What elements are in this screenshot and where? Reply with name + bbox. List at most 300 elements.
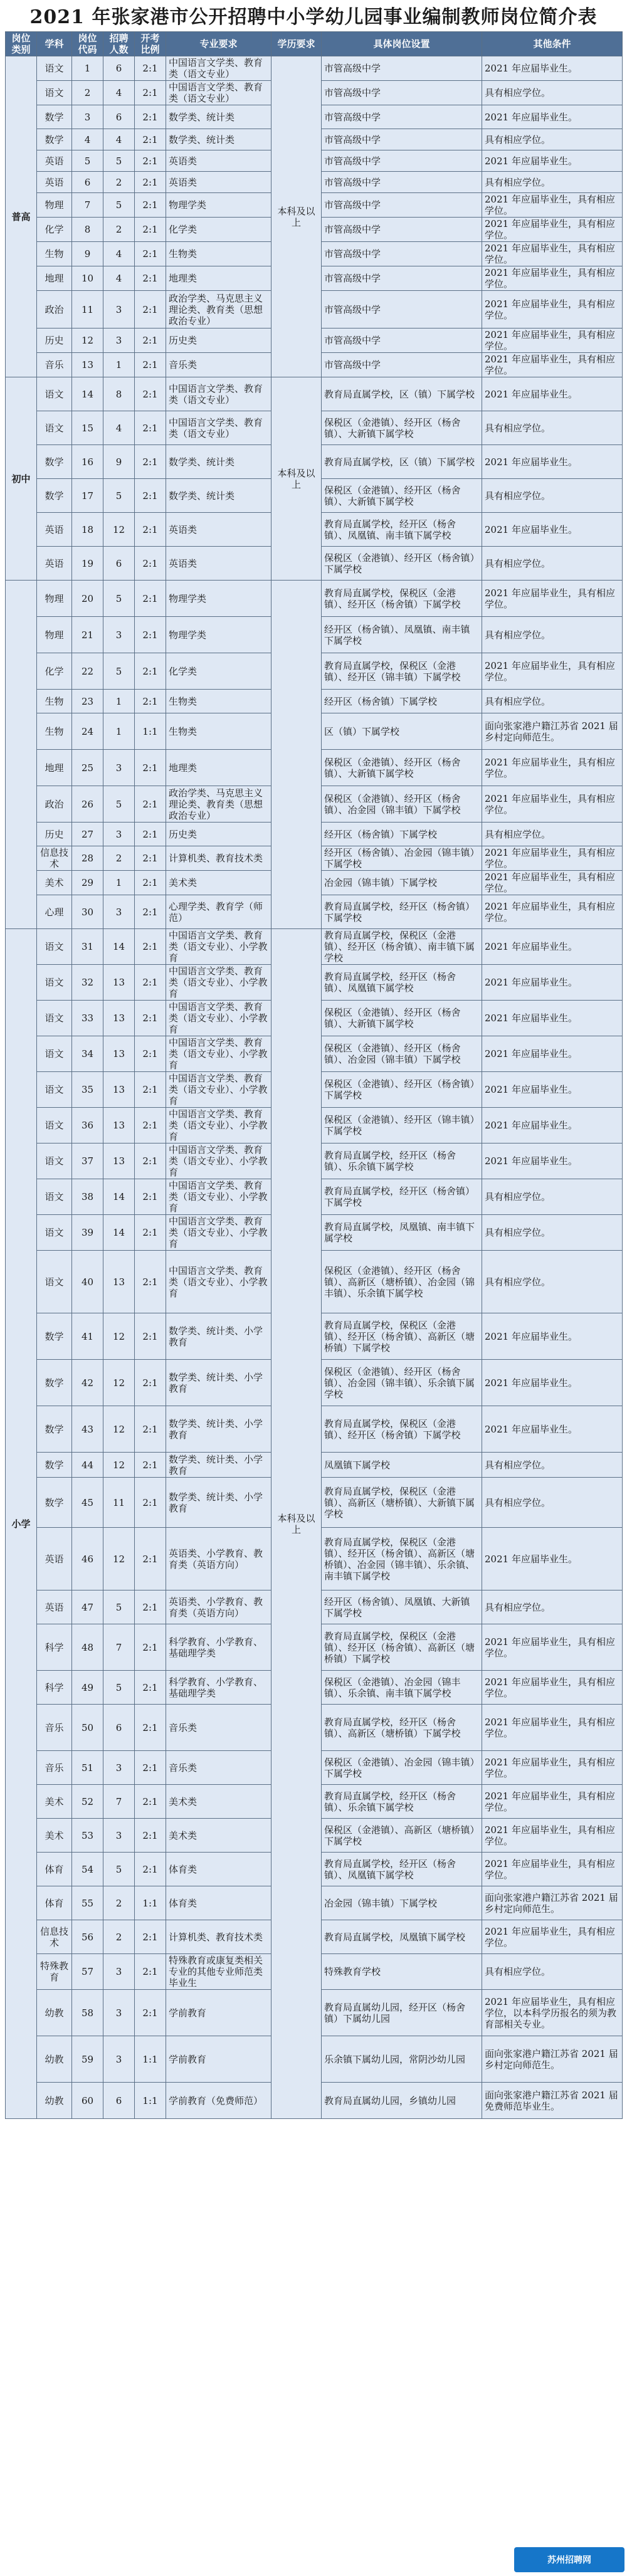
- code-cell: 11: [72, 291, 103, 329]
- code-cell: 6: [72, 172, 103, 193]
- post-cell: 市管高级中学: [322, 353, 482, 377]
- ratio-cell: 2:1: [135, 1179, 166, 1215]
- post-cell: 教育局直属学校，经开区（杨舍镇）、高新区（塘桥镇）下属学校: [322, 1705, 482, 1751]
- major-cell: 计算机类、教育技术类: [166, 846, 271, 871]
- ratio-cell: 2:1: [135, 242, 166, 266]
- major-cell: 美术类: [166, 1785, 271, 1819]
- major-cell: 音乐类: [166, 353, 271, 377]
- count-cell: 5: [103, 653, 135, 690]
- post-cell: 教育局直属学校，保税区（金港镇）、经开区（杨舍镇）下属学校: [322, 581, 482, 617]
- other-cell: 2021 年应届毕业生。: [482, 377, 623, 411]
- code-cell: 44: [72, 1453, 103, 1478]
- subject-cell: 物理: [37, 193, 72, 218]
- subject-cell: 英语: [37, 1590, 72, 1624]
- other-cell: 2021 年应届毕业生，具有相应学位。: [482, 329, 623, 353]
- code-cell: 14: [72, 377, 103, 411]
- count-cell: 3: [103, 1990, 135, 2036]
- ratio-cell: 2:1: [135, 690, 166, 713]
- major-cell: 地理类: [166, 266, 271, 291]
- post-cell: 市管高级中学: [322, 129, 482, 150]
- ratio-cell: 2:1: [135, 1954, 166, 1990]
- major-cell: 地理类: [166, 750, 271, 786]
- code-cell: 34: [72, 1036, 103, 1072]
- count-cell: 5: [103, 786, 135, 823]
- post-cell: 教育局直属幼儿园，乡镇幼儿园: [322, 2083, 482, 2119]
- ratio-cell: 2:1: [135, 329, 166, 353]
- subject-cell: 数学: [37, 1453, 72, 1478]
- post-cell: 教育局直属学校，保税区（金港镇）、经开区（杨舍镇）、高新区（塘桥镇）下属学校: [322, 1313, 482, 1360]
- ratio-cell: 2:1: [135, 750, 166, 786]
- other-cell: 2021 年应届毕业生，具有相应学位。: [482, 1624, 623, 1671]
- major-cell: 学前教育（免费师范）: [166, 2083, 271, 2119]
- post-cell: 经开区（杨舍镇）、凤凰镇、南丰镇下属学校: [322, 617, 482, 653]
- count-cell: 6: [103, 56, 135, 81]
- post-cell: 保税区（金港镇）、经开区（锦丰镇）下属学校: [322, 1108, 482, 1143]
- other-cell: 2021 年应届毕业生，具有相应学位。: [482, 653, 623, 690]
- other-cell: 面向张家港户籍江苏省 2021 届乡村定向师范生。: [482, 713, 623, 750]
- code-cell: 60: [72, 2083, 103, 2119]
- post-cell: 教育局直属学校，经开区（杨舍镇）、凤凰镇下属学校: [322, 965, 482, 1001]
- other-cell: 2021 年应届毕业生。: [482, 1313, 623, 1360]
- post-cell: 保税区（金港镇）、经开区（杨舍镇）、大新镇下属学校: [322, 479, 482, 513]
- major-cell: 英语类: [166, 150, 271, 172]
- count-cell: 12: [103, 513, 135, 547]
- count-cell: 5: [103, 150, 135, 172]
- major-cell: 历史类: [166, 823, 271, 846]
- post-cell: 市管高级中学: [322, 329, 482, 353]
- subject-cell: 地理: [37, 266, 72, 291]
- other-cell: 2021 年应届毕业生，具有相应学位。: [482, 193, 623, 218]
- post-cell: 市管高级中学: [322, 150, 482, 172]
- count-cell: 1: [103, 713, 135, 750]
- major-cell: 中国语言文学类、教育类（语文专业）、小学教育: [166, 1108, 271, 1143]
- header-cell: 学历要求: [271, 32, 322, 56]
- code-cell: 55: [72, 1886, 103, 1920]
- other-cell: 2021 年应届毕业生。: [482, 1072, 623, 1108]
- count-cell: 6: [103, 105, 135, 129]
- subject-cell: 幼教: [37, 1990, 72, 2036]
- count-cell: 12: [103, 1313, 135, 1360]
- code-cell: 45: [72, 1478, 103, 1528]
- post-cell: 市管高级中学: [322, 242, 482, 266]
- ratio-cell: 2:1: [135, 172, 166, 193]
- count-cell: 2: [103, 218, 135, 242]
- subject-cell: 信息技术: [37, 846, 72, 871]
- other-cell: 2021 年应届毕业生，具有相应学位。: [482, 1705, 623, 1751]
- post-cell: 经开区（杨舍镇）下属学校: [322, 690, 482, 713]
- other-cell: 2021 年应届毕业生，具有相应学位。: [482, 218, 623, 242]
- count-cell: 6: [103, 1705, 135, 1751]
- code-cell: 59: [72, 2036, 103, 2083]
- major-cell: 生物类: [166, 242, 271, 266]
- other-cell: 2021 年应届毕业生。: [482, 965, 623, 1001]
- watermark-text: 苏州招聘网: [547, 2555, 591, 2565]
- count-cell: 1: [103, 353, 135, 377]
- other-cell: 2021 年应届毕业生，具有相应学位。: [482, 1671, 623, 1705]
- post-cell: 冶金园（锦丰镇）下属学校: [322, 1886, 482, 1920]
- ratio-cell: 2:1: [135, 291, 166, 329]
- count-cell: 4: [103, 411, 135, 445]
- subject-cell: 语文: [37, 1143, 72, 1179]
- count-cell: 3: [103, 823, 135, 846]
- ratio-cell: 2:1: [135, 1785, 166, 1819]
- count-cell: 3: [103, 1954, 135, 1990]
- other-cell: 2021 年应届毕业生，具有相应学位。: [482, 1853, 623, 1886]
- other-cell: 具有相应学位。: [482, 617, 623, 653]
- other-cell: 具有相应学位。: [482, 1590, 623, 1624]
- major-cell: 物理学类: [166, 617, 271, 653]
- major-cell: 英语类: [166, 513, 271, 547]
- header-cell: 其他条件: [482, 32, 623, 56]
- post-cell: 教育局直属学校，经开区（杨舍镇）下属学校: [322, 1179, 482, 1215]
- post-cell: 教育局直属学校，区（镇）下属学校: [322, 377, 482, 411]
- post-cell: 保税区（金港镇）、经开区（杨舍镇）、冶金园（锦丰镇）、乐余镇下属学校: [322, 1360, 482, 1406]
- code-cell: 30: [72, 895, 103, 929]
- subject-cell: 幼教: [37, 2083, 72, 2119]
- post-cell: 保税区（金港镇）、高新区（塘桥镇）下属学校: [322, 1819, 482, 1853]
- subject-cell: 音乐: [37, 1705, 72, 1751]
- table-row: [6, 56, 623, 81]
- major-cell: 美术类: [166, 871, 271, 895]
- code-cell: 22: [72, 653, 103, 690]
- subject-cell: 政治: [37, 786, 72, 823]
- count-cell: 8: [103, 377, 135, 411]
- post-cell: 教育局直属学校，经开区（杨舍镇）、乐余镇下属学校: [322, 1143, 482, 1179]
- subject-cell: 语文: [37, 1251, 72, 1313]
- code-cell: 37: [72, 1143, 103, 1179]
- subject-cell: 化学: [37, 653, 72, 690]
- post-cell: 凤凰镇下属学校: [322, 1453, 482, 1478]
- count-cell: 4: [103, 242, 135, 266]
- major-cell: 学前教育: [166, 2036, 271, 2083]
- subject-cell: 音乐: [37, 353, 72, 377]
- count-cell: 14: [103, 1215, 135, 1251]
- table-row: [6, 377, 623, 411]
- ratio-cell: 2:1: [135, 653, 166, 690]
- major-cell: 数学类、统计类: [166, 129, 271, 150]
- major-cell: 心理学类、教育学（师范）: [166, 895, 271, 929]
- ratio-cell: 2:1: [135, 56, 166, 81]
- other-cell: 2021 年应届毕业生。: [482, 513, 623, 547]
- other-cell: 2021 年应届毕业生。: [482, 150, 623, 172]
- other-cell: 2021 年应届毕业生。: [482, 445, 623, 479]
- header-cell: 岗位类别: [6, 32, 37, 56]
- subject-cell: 美术: [37, 1785, 72, 1819]
- other-cell: 具有相应学位。: [482, 411, 623, 445]
- code-cell: 20: [72, 581, 103, 617]
- subject-cell: 英语: [37, 513, 72, 547]
- other-cell: 面向张家港户籍江苏省 2021 届免费师范毕业生。: [482, 2083, 623, 2119]
- subject-cell: 数学: [37, 1313, 72, 1360]
- post-cell: 保税区（金港镇）、经开区（杨舍镇）、大新镇下属学校: [322, 411, 482, 445]
- count-cell: 4: [103, 129, 135, 150]
- major-cell: 数学类、统计类: [166, 445, 271, 479]
- subject-cell: 物理: [37, 581, 72, 617]
- ratio-cell: 2:1: [135, 1705, 166, 1751]
- category-cell: [6, 581, 37, 929]
- post-cell: 市管高级中学: [322, 291, 482, 329]
- major-cell: 中国语言文学类、教育类（语文专业）、小学教育: [166, 1215, 271, 1251]
- major-cell: 特殊教育或康复类相关专业的其他专业师范类毕业生: [166, 1954, 271, 1990]
- post-cell: 保税区（金港镇）、经开区（杨舍镇）、冶金园（锦丰镇）下属学校: [322, 786, 482, 823]
- ratio-cell: 2:1: [135, 129, 166, 150]
- ratio-cell: 2:1: [135, 965, 166, 1001]
- code-cell: 39: [72, 1215, 103, 1251]
- ratio-cell: 2:1: [135, 1853, 166, 1886]
- ratio-cell: 2:1: [135, 1072, 166, 1108]
- major-cell: 历史类: [166, 329, 271, 353]
- ratio-cell: 2:1: [135, 1751, 166, 1785]
- count-cell: 2: [103, 1920, 135, 1954]
- post-cell: 教育局直属学校，经开区（杨舍镇）下属学校: [322, 895, 482, 929]
- ratio-cell: 2:1: [135, 1590, 166, 1624]
- header-cell: 学科: [37, 32, 72, 56]
- ratio-cell: 2:1: [135, 1143, 166, 1179]
- other-cell: 2021 年应届毕业生，具有相应学位。: [482, 353, 623, 377]
- other-cell: 2021 年应届毕业生。: [482, 56, 623, 81]
- code-cell: 38: [72, 1179, 103, 1215]
- other-cell: 具有相应学位。: [482, 1215, 623, 1251]
- post-cell: 保税区（金港镇）、冶金园（锦丰镇）、乐余镇、南丰镇下属学校: [322, 1671, 482, 1705]
- count-cell: 1: [103, 871, 135, 895]
- subject-cell: 英语: [37, 150, 72, 172]
- code-cell: 46: [72, 1528, 103, 1590]
- post-cell: 教育局直属学校，经开区（杨舍镇）、凤凰镇下属学校: [322, 1853, 482, 1886]
- other-cell: 面向张家港户籍江苏省 2021 届乡村定向师范生。: [482, 2036, 623, 2083]
- education-cell: [271, 581, 322, 929]
- post-cell: 经开区（杨舍镇）、凤凰镇、大新镇下属学校: [322, 1590, 482, 1624]
- subject-cell: 语文: [37, 929, 72, 965]
- code-cell: 48: [72, 1624, 103, 1671]
- code-cell: 32: [72, 965, 103, 1001]
- major-cell: 数学类、统计类、小学教育: [166, 1406, 271, 1453]
- count-cell: 11: [103, 1478, 135, 1528]
- code-cell: 8: [72, 218, 103, 242]
- subject-cell: 英语: [37, 1528, 72, 1590]
- other-cell: 2021 年应届毕业生。: [482, 1036, 623, 1072]
- ratio-cell: 2:1: [135, 823, 166, 846]
- other-cell: 具有相应学位。: [482, 479, 623, 513]
- subject-cell: 心理: [37, 895, 72, 929]
- subject-cell: 语文: [37, 965, 72, 1001]
- post-cell: 教育局直属学校，保税区（金港镇）、经开区（杨舍镇）下属学校: [322, 1406, 482, 1453]
- code-cell: 18: [72, 513, 103, 547]
- major-cell: 中国语言文学类、教育类（语文专业）、小学教育: [166, 1036, 271, 1072]
- subject-cell: 数学: [37, 1360, 72, 1406]
- other-cell: 2021 年应届毕业生。: [482, 1406, 623, 1453]
- subject-cell: 美术: [37, 1819, 72, 1853]
- other-cell: 2021 年应届毕业生，具有相应学位。: [482, 786, 623, 823]
- subject-cell: 语文: [37, 1036, 72, 1072]
- post-cell: 市管高级中学: [322, 193, 482, 218]
- table-row: [6, 581, 623, 617]
- code-cell: 57: [72, 1954, 103, 1990]
- count-cell: 13: [103, 965, 135, 1001]
- post-cell: 保税区（金港镇）、经开区（杨舍镇）、大新镇下属学校: [322, 1001, 482, 1036]
- subject-cell: 语文: [37, 56, 72, 81]
- major-cell: 英语类: [166, 172, 271, 193]
- ratio-cell: 2:1: [135, 871, 166, 895]
- post-cell: 教育局直属学校，保税区（金港镇）、经开区（杨舍镇）、南丰镇下属学校: [322, 929, 482, 965]
- other-cell: 面向张家港户籍江苏省 2021 届乡村定向师范生。: [482, 1886, 623, 1920]
- count-cell: 7: [103, 1624, 135, 1671]
- count-cell: 5: [103, 193, 135, 218]
- major-cell: 中国语言文学类、教育类（语文专业）: [166, 377, 271, 411]
- count-cell: 9: [103, 445, 135, 479]
- ratio-cell: 2:1: [135, 1671, 166, 1705]
- major-cell: 体育类: [166, 1853, 271, 1886]
- code-cell: 41: [72, 1313, 103, 1360]
- subject-cell: 物理: [37, 617, 72, 653]
- post-cell: 教育局直属学校，凤凰镇、南丰镇下属学校: [322, 1215, 482, 1251]
- other-cell: 2021 年应届毕业生，具有相应学位。: [482, 871, 623, 895]
- ratio-cell: 2:1: [135, 846, 166, 871]
- watermark-logo: [514, 2547, 624, 2572]
- code-cell: 26: [72, 786, 103, 823]
- other-cell: 具有相应学位。: [482, 1251, 623, 1313]
- code-cell: 49: [72, 1671, 103, 1705]
- other-cell: 具有相应学位。: [482, 1453, 623, 1478]
- ratio-cell: 2:1: [135, 1819, 166, 1853]
- other-cell: 2021 年应届毕业生，具有相应学位。: [482, 1751, 623, 1785]
- other-cell: 具有相应学位。: [482, 823, 623, 846]
- major-cell: 中国语言文学类、教育类（语文专业）、小学教育: [166, 1251, 271, 1313]
- recruitment-table: [5, 31, 623, 2119]
- count-cell: 2: [103, 846, 135, 871]
- other-cell: 2021 年应届毕业生。: [482, 1108, 623, 1143]
- major-cell: 中国语言文学类、教育类（语文专业）、小学教育: [166, 1143, 271, 1179]
- ratio-cell: 2:1: [135, 1453, 166, 1478]
- subject-cell: 美术: [37, 871, 72, 895]
- major-cell: 数学类、统计类: [166, 105, 271, 129]
- code-cell: 24: [72, 713, 103, 750]
- other-cell: 2021 年应届毕业生，具有相应学位。: [482, 1920, 623, 1954]
- count-cell: 5: [103, 1590, 135, 1624]
- ratio-cell: 2:1: [135, 1251, 166, 1313]
- count-cell: 14: [103, 1179, 135, 1215]
- major-cell: 物理学类: [166, 193, 271, 218]
- other-cell: 具有相应学位。: [482, 1179, 623, 1215]
- major-cell: 物理学类: [166, 581, 271, 617]
- subject-cell: 生物: [37, 713, 72, 750]
- major-cell: 音乐类: [166, 1705, 271, 1751]
- subject-cell: 历史: [37, 329, 72, 353]
- code-cell: 10: [72, 266, 103, 291]
- ratio-cell: 2:1: [135, 150, 166, 172]
- post-cell: 教育局直属学校，保税区（金港镇）、高新区（塘桥镇）、大新镇下属学校: [322, 1478, 482, 1528]
- code-cell: 15: [72, 411, 103, 445]
- post-cell: 教育局直属学校，保税区（金港镇）、经开区（锦丰镇）下属学校: [322, 653, 482, 690]
- subject-cell: 语文: [37, 1072, 72, 1108]
- code-cell: 7: [72, 193, 103, 218]
- code-cell: 54: [72, 1853, 103, 1886]
- subject-cell: 音乐: [37, 1751, 72, 1785]
- ratio-cell: 2:1: [135, 513, 166, 547]
- subject-cell: 数学: [37, 129, 72, 150]
- major-cell: 中国语言文学类、教育类（语文专业）、小学教育: [166, 1179, 271, 1215]
- other-cell: 2021 年应届毕业生，具有相应学位，以本科学历报名的须为教育部相关专业。: [482, 1990, 623, 2036]
- ratio-cell: 2:1: [135, 1313, 166, 1360]
- other-cell: 2021 年应届毕业生。: [482, 1528, 623, 1590]
- count-cell: 6: [103, 547, 135, 581]
- ratio-cell: 2:1: [135, 105, 166, 129]
- code-cell: 51: [72, 1751, 103, 1785]
- major-cell: 数学类、统计类、小学教育: [166, 1313, 271, 1360]
- ratio-cell: 2:1: [135, 1215, 166, 1251]
- subject-cell: 地理: [37, 750, 72, 786]
- code-cell: 5: [72, 150, 103, 172]
- major-cell: 英语类: [166, 547, 271, 581]
- post-cell: 经开区（杨舍镇）下属学校: [322, 823, 482, 846]
- post-cell: 市管高级中学: [322, 172, 482, 193]
- post-cell: 保税区（金港镇）、经开区（杨舍镇）、冶金园（锦丰镇）下属学校: [322, 1036, 482, 1072]
- post-cell: 教育局直属学校，保税区（金港镇）、经开区（杨舍镇）、高新区（塘桥镇）、冶金园（锦丰镇）、乐余镇、南丰镇下属学校: [322, 1528, 482, 1590]
- post-cell: 保税区（金港镇）、经开区（杨舍镇）、大新镇下属学校: [322, 750, 482, 786]
- major-cell: 科学教育、小学教育、基础理学类: [166, 1624, 271, 1671]
- table-row: [6, 929, 623, 965]
- post-cell: 保税区（金港镇）、冶金园（锦丰镇）下属学校: [322, 1751, 482, 1785]
- count-cell: 6: [103, 2083, 135, 2119]
- other-cell: 具有相应学位。: [482, 547, 623, 581]
- subject-cell: 语文: [37, 1108, 72, 1143]
- major-cell: 计算机类、教育技术类: [166, 1920, 271, 1954]
- post-cell: 市管高级中学: [322, 105, 482, 129]
- code-cell: 29: [72, 871, 103, 895]
- post-cell: 市管高级中学: [322, 266, 482, 291]
- code-cell: 1: [72, 56, 103, 81]
- count-cell: 14: [103, 929, 135, 965]
- major-cell: 数学类、统计类、小学教育: [166, 1478, 271, 1528]
- count-cell: 4: [103, 266, 135, 291]
- header-cell: 开考比例: [135, 32, 166, 56]
- subject-cell: 数学: [37, 445, 72, 479]
- ratio-cell: 2:1: [135, 193, 166, 218]
- ratio-cell: 2:1: [135, 266, 166, 291]
- other-cell: 2021 年应届毕业生，具有相应学位。: [482, 1785, 623, 1819]
- count-cell: 13: [103, 1036, 135, 1072]
- code-cell: 58: [72, 1990, 103, 2036]
- ratio-cell: 2:1: [135, 1036, 166, 1072]
- post-cell: 保税区（金港镇）、经开区（杨舍镇）、高新区（塘桥镇）、冶金园（锦丰镇）、乐余镇下属学校: [322, 1251, 482, 1313]
- major-cell: 中国语言文学类、教育类（语文专业）、小学教育: [166, 965, 271, 1001]
- subject-cell: 语文: [37, 81, 72, 105]
- page-title: 2021 年张家港市公开招聘中小学幼儿园事业编制教师岗位简介表: [29, 6, 598, 28]
- subject-cell: 体育: [37, 1853, 72, 1886]
- major-cell: 化学类: [166, 653, 271, 690]
- code-cell: 53: [72, 1819, 103, 1853]
- major-cell: 中国语言文学类、教育类（语文专业）、小学教育: [166, 929, 271, 965]
- ratio-cell: 2:1: [135, 547, 166, 581]
- code-cell: 25: [72, 750, 103, 786]
- major-cell: 化学类: [166, 218, 271, 242]
- ratio-cell: 2:1: [135, 1001, 166, 1036]
- other-cell: 具有相应学位。: [482, 129, 623, 150]
- code-cell: 2: [72, 81, 103, 105]
- ratio-cell: 1:1: [135, 713, 166, 750]
- post-cell: 经开区（杨舍镇）、冶金园（锦丰镇）下属学校: [322, 846, 482, 871]
- ratio-cell: 2:1: [135, 1920, 166, 1954]
- post-cell: 冶金园（锦丰镇）下属学校: [322, 871, 482, 895]
- ratio-cell: 2:1: [135, 1990, 166, 2036]
- ratio-cell: 2:1: [135, 411, 166, 445]
- post-cell: 保税区（金港镇）、经开区（杨舍镇）下属学校: [322, 547, 482, 581]
- major-cell: 数学类、统计类、小学教育: [166, 1453, 271, 1478]
- education-cell: 本科及以上: [271, 929, 322, 2119]
- ratio-cell: 2:1: [135, 218, 166, 242]
- count-cell: 3: [103, 329, 135, 353]
- code-cell: 50: [72, 1705, 103, 1751]
- post-cell: 教育局直属学校，保税区（金港镇）、经开区（杨舍镇）、高新区（塘桥镇）下属学校: [322, 1624, 482, 1671]
